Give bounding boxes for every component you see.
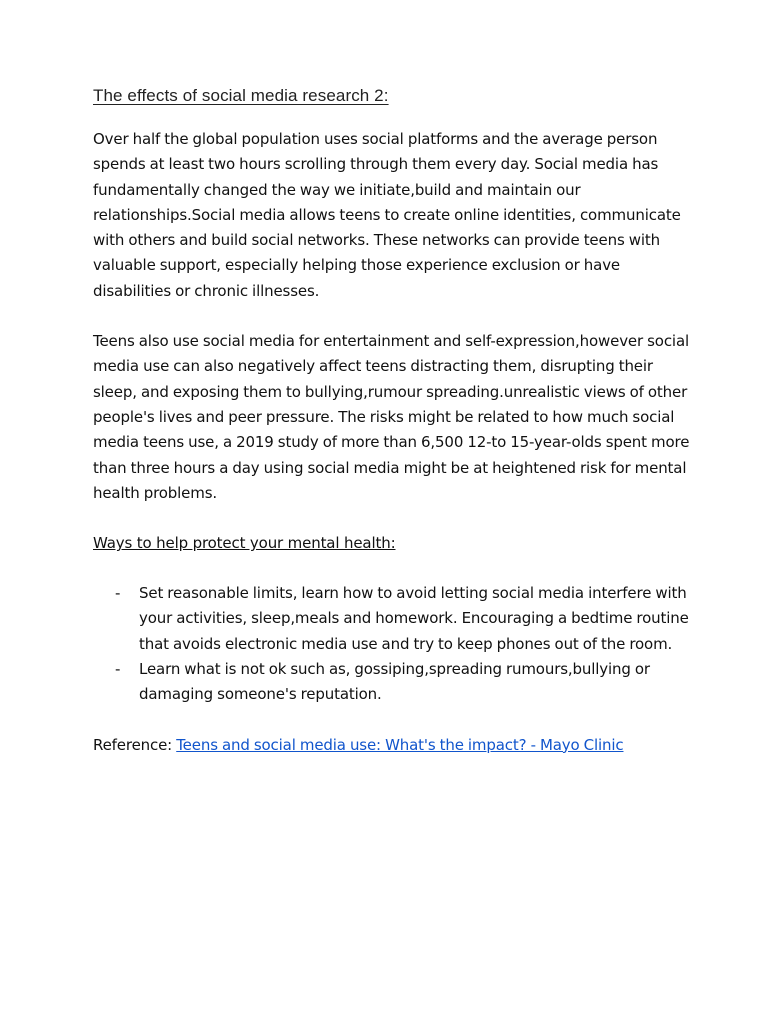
list-item xyxy=(93,657,693,708)
list-item-text: Learn what is not ok such as, gossiping,spreading rumours,bullying or damaging someone's reputation. xyxy=(139,660,650,704)
tips-list xyxy=(93,581,693,707)
list-dash-marker: - xyxy=(115,584,121,603)
document-title: The effects of social media research 2: xyxy=(93,86,389,105)
reference-label: Reference: xyxy=(93,735,173,754)
reference-link[interactable]: Teens and social media use: What's the impact? - Mayo Clinic xyxy=(176,735,624,754)
reference-line xyxy=(93,733,693,758)
list-item-text: Set reasonable limits, learn how to avoid letting social media interfere with your activities, sleep,meals and homework. Encouraging a bedtime routine that avoids electronic media use and try to keep phones out of the room. xyxy=(139,584,689,653)
paragraph-social-media-overview: Over half the global population uses social platforms and the average person spends at least two hours scrolling through them every day. Social media has fundamentally changed the way we initiate,build and maintain our relationships.Social media allows teens to create online identities, communicate with others and build social networks. These networks can provide teens with valuable support, especially helping those experience exclusion or have disabilities or chronic illnesses. xyxy=(93,130,681,300)
list-item xyxy=(93,581,693,657)
subheading-ways-to-protect: Ways to help protect your mental health: xyxy=(93,534,396,553)
paragraph-teen-risks: Teens also use social media for entertainment and self-expression,however social media use can also negatively affect teens distracting them, disrupting their sleep, and exposing them to bullying,rumour spreading.unrealistic views of other people's lives and peer pressure. The risks might be related to how much social media teens use, a 2019 study of more than 6,500 12-to 15-year-olds spent more than three hours a day using social media might be at heightened risk for mental health problems. xyxy=(93,332,690,502)
document-page xyxy=(93,84,693,773)
list-dash-marker: - xyxy=(115,660,121,679)
